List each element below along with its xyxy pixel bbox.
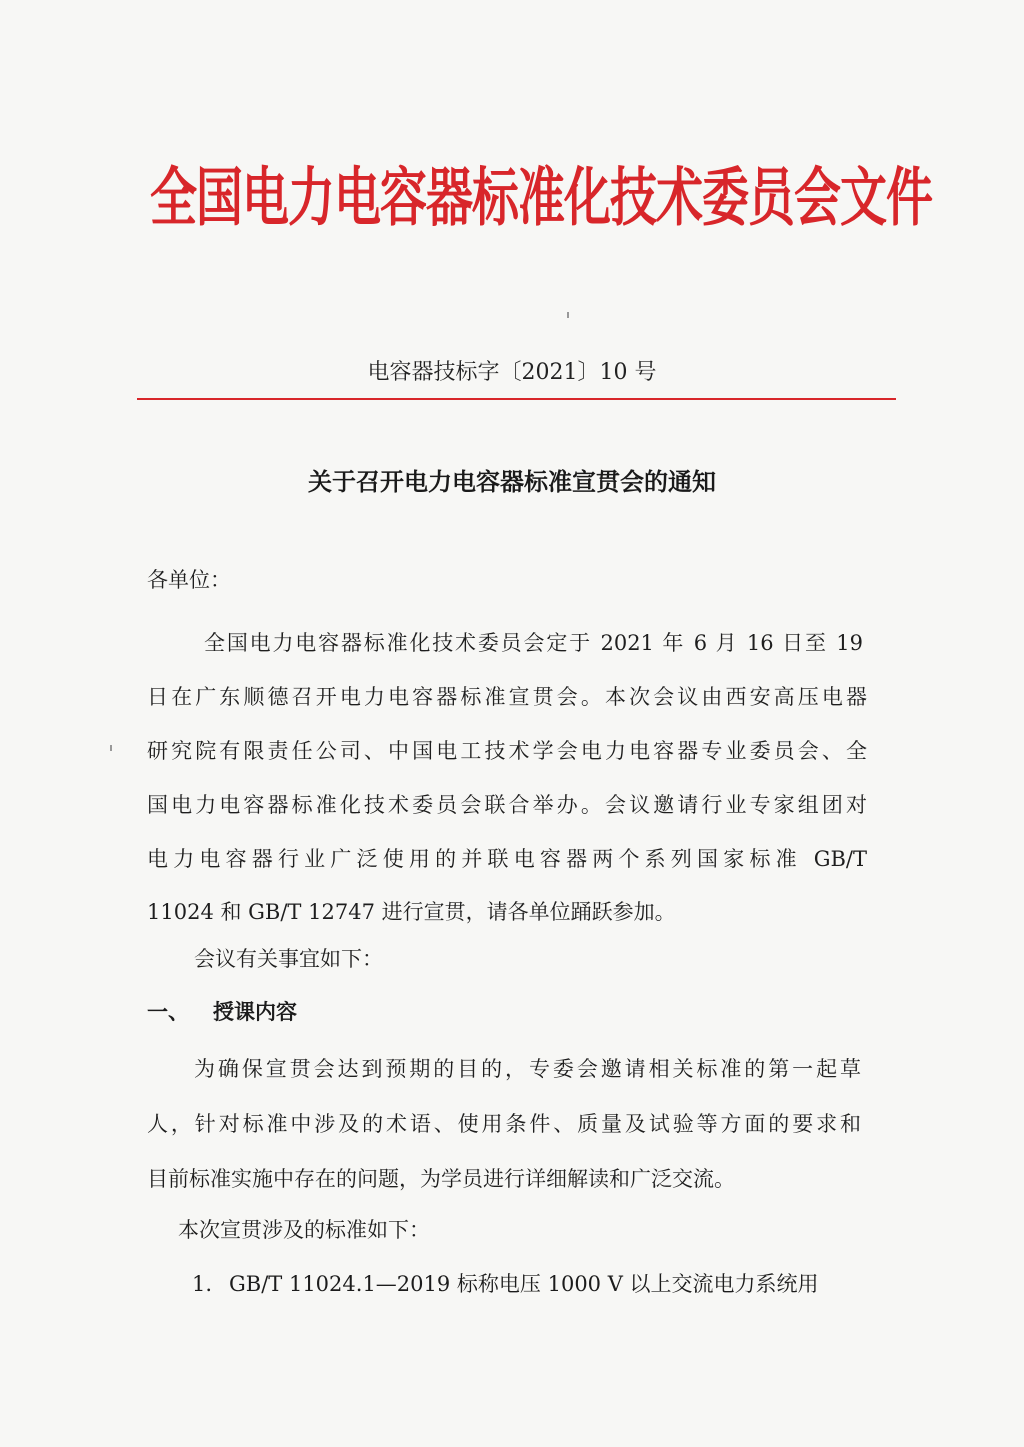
org-header-title: 全国电力电容器标准化技术委员会文件 — [150, 161, 932, 236]
section-1-title: 授课内容 — [213, 1000, 297, 1024]
salutation: 各单位： — [147, 568, 231, 592]
intro-line-6: 11024 和 GB/T 12747 进行宣贯，请各单位踊跃参加。 — [147, 900, 676, 924]
section-1-line-1: 为确保宣贯会达到预期的目的，专委会邀请相关标准的第一起草 — [194, 1057, 861, 1081]
intro-line-2: 日在广东顺德召开电力电容器标准宣贯会。本次会议由西安高压电器 — [147, 685, 867, 709]
intro-line-3: 研究院有限责任公司、中国电工技术学会电力电容器专业委员会、全 — [147, 739, 867, 763]
document-number: 电容器技标字〔2021〕10 号 — [367, 360, 657, 385]
section-1-line-3: 目前标准实施中存在的问题，为学员进行详细解读和广泛交流。 — [147, 1167, 735, 1191]
intro-line-1: 全国电力电容器标准化技术委员会定于 2021 年 6 月 16 日至 19 — [204, 631, 863, 655]
notice-title: 关于召开电力电容器标准宣贯会的通知 — [308, 468, 716, 496]
matters-intro: 会议有关事宜如下： — [194, 947, 383, 971]
section-1-line-2: 人，针对标准中涉及的术语、使用条件、质量及试验等方面的要求和 — [147, 1112, 861, 1136]
intro-line-5: 电力电容器行业广泛使用的并联电容器两个系列国家标准 GB/T — [147, 847, 867, 871]
section-1-number: 一、 — [147, 1000, 189, 1024]
red-divider — [137, 398, 896, 400]
scan-speck — [110, 745, 112, 751]
standard-item-number: 1. — [192, 1272, 213, 1296]
standard-item-text: GB/T 11024.1—2019 标称电压 1000 V 以上交流电力系统用 — [229, 1272, 819, 1296]
intro-line-4: 国电力电容器标准化技术委员会联合举办。会议邀请行业专家组团对 — [147, 793, 867, 817]
standards-intro: 本次宣贯涉及的标准如下： — [178, 1218, 430, 1242]
scan-speck — [567, 312, 569, 318]
